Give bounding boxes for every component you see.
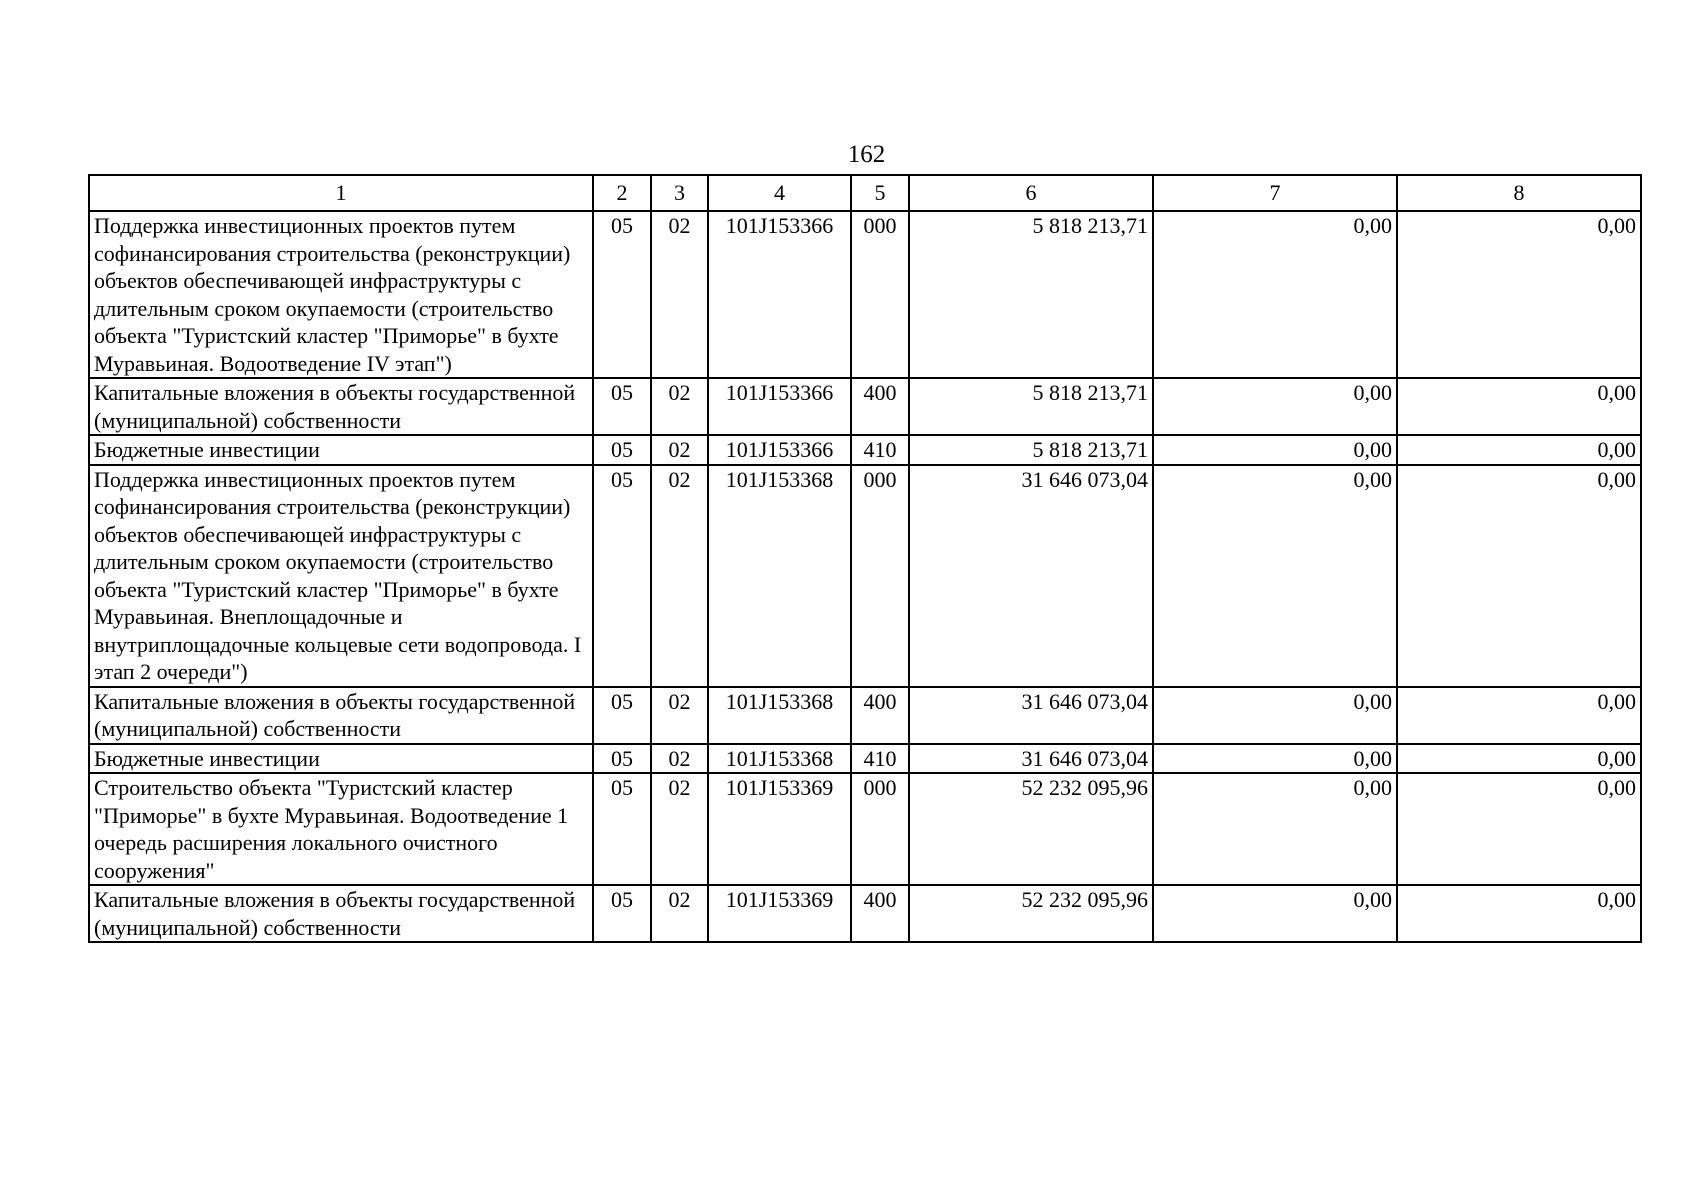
row-amount-2: 0,00 [1153, 885, 1397, 942]
row-expense-type: 410 [851, 435, 909, 465]
row-expense-type: 000 [851, 773, 909, 885]
row-section: 05 [593, 885, 651, 942]
row-amount-1: 5 818 213,71 [909, 378, 1153, 435]
table-row [89, 465, 1641, 687]
table-row [89, 773, 1641, 885]
row-target: 101J153369 [708, 773, 851, 885]
row-target: 101J153368 [708, 465, 851, 687]
row-name: Поддержка инвестиционных проектов путем софинансирования строительства (реконструкции) объектов обеспечивающей инфраструктуры с длительным сроком окупаемости (строительство объекта "Туристский кластер "Приморье" в бухте Муравьиная. Внеплощадочные и внутриплощадочные кольцевые сети водопровода. I этап 2 очереди") [89, 465, 593, 687]
row-subsection: 02 [651, 378, 708, 435]
row-target: 101J153368 [708, 687, 851, 744]
row-amount-1: 5 818 213,71 [909, 435, 1153, 465]
table-row [89, 885, 1641, 942]
row-target: 101J153369 [708, 885, 851, 942]
table-header-row [89, 175, 1641, 211]
row-amount-3: 0,00 [1397, 773, 1641, 885]
row-section: 05 [593, 687, 651, 744]
row-name: Бюджетные инвестиции [89, 744, 593, 774]
header-col-1: 1 [89, 175, 593, 211]
row-amount-2: 0,00 [1153, 687, 1397, 744]
row-expense-type: 410 [851, 744, 909, 774]
row-subsection: 02 [651, 773, 708, 885]
row-amount-2: 0,00 [1153, 378, 1397, 435]
row-amount-3: 0,00 [1397, 885, 1641, 942]
row-amount-1: 52 232 095,96 [909, 885, 1153, 942]
row-amount-1: 52 232 095,96 [909, 773, 1153, 885]
row-section: 05 [593, 465, 651, 687]
row-subsection: 02 [651, 687, 708, 744]
table-row [89, 211, 1641, 378]
page-number: 162 [847, 141, 886, 168]
row-section: 05 [593, 435, 651, 465]
row-section: 05 [593, 211, 651, 378]
row-name: Поддержка инвестиционных проектов путем софинансирования строительства (реконструкции) объектов обеспечивающей инфраструктуры с длительным сроком окупаемости (строительство объекта "Туристский кластер "Приморье" в бухте Муравьиная. Водоотведение IV этап") [89, 211, 593, 378]
header-col-6: 6 [909, 175, 1153, 211]
row-expense-type: 400 [851, 378, 909, 435]
row-target: 101J153366 [708, 211, 851, 378]
row-amount-2: 0,00 [1153, 744, 1397, 774]
row-amount-1: 31 646 073,04 [909, 465, 1153, 687]
row-amount-1: 31 646 073,04 [909, 687, 1153, 744]
row-amount-2: 0,00 [1153, 211, 1397, 378]
row-amount-3: 0,00 [1397, 744, 1641, 774]
row-subsection: 02 [651, 885, 708, 942]
row-amount-2: 0,00 [1153, 773, 1397, 885]
row-target: 101J153366 [708, 378, 851, 435]
header-col-3: 3 [651, 175, 708, 211]
row-name: Строительство объекта "Туристский кластер "Приморье" в бухте Муравьиная. Водоотведение 1 очередь расширения локального очистного сооружения" [89, 773, 593, 885]
row-expense-type: 000 [851, 211, 909, 378]
row-name: Капитальные вложения в объекты государственной (муниципальной) собственности [89, 885, 593, 942]
row-expense-type: 400 [851, 885, 909, 942]
row-name: Капитальные вложения в объекты государственной (муниципальной) собственности [89, 687, 593, 744]
row-amount-2: 0,00 [1153, 465, 1397, 687]
row-target: 101J153368 [708, 744, 851, 774]
row-amount-3: 0,00 [1397, 435, 1641, 465]
header-col-7: 7 [1153, 175, 1397, 211]
budget-table [88, 174, 1642, 943]
row-amount-3: 0,00 [1397, 687, 1641, 744]
row-subsection: 02 [651, 465, 708, 687]
table-row [89, 744, 1641, 774]
table-row [89, 435, 1641, 465]
table-row [89, 378, 1641, 435]
row-amount-2: 0,00 [1153, 435, 1397, 465]
header-col-5: 5 [851, 175, 909, 211]
row-name: Бюджетные инвестиции [89, 435, 593, 465]
row-expense-type: 400 [851, 687, 909, 744]
row-subsection: 02 [651, 744, 708, 774]
row-section: 05 [593, 378, 651, 435]
header-col-4: 4 [708, 175, 851, 211]
row-amount-1: 5 818 213,71 [909, 211, 1153, 378]
row-section: 05 [593, 773, 651, 885]
table-row [89, 687, 1641, 744]
row-expense-type: 000 [851, 465, 909, 687]
row-amount-1: 31 646 073,04 [909, 744, 1153, 774]
row-amount-3: 0,00 [1397, 211, 1641, 378]
row-section: 05 [593, 744, 651, 774]
row-subsection: 02 [651, 435, 708, 465]
row-amount-3: 0,00 [1397, 378, 1641, 435]
row-target: 101J153366 [708, 435, 851, 465]
row-amount-3: 0,00 [1397, 465, 1641, 687]
row-name: Капитальные вложения в объекты государственной (муниципальной) собственности [89, 378, 593, 435]
header-col-8: 8 [1397, 175, 1641, 211]
row-subsection: 02 [651, 211, 708, 378]
header-col-2: 2 [593, 175, 651, 211]
